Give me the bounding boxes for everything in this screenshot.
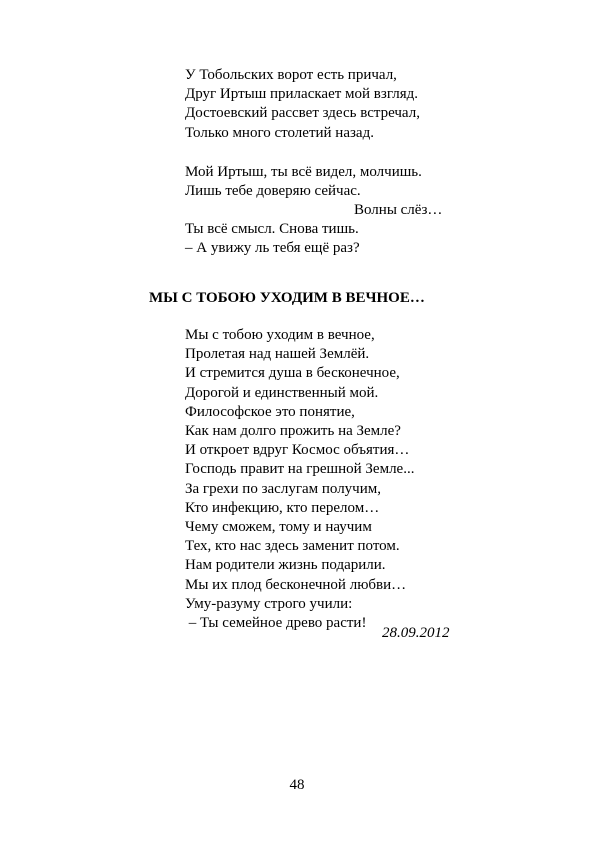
- poem-line: Тех, кто нас здесь заменит потом.: [185, 538, 400, 555]
- poem1-stanza-2: [185, 163, 422, 201]
- poem-line: Уму-разуму строго учили:: [185, 595, 353, 612]
- poem1-stanza-2-end: [185, 220, 360, 258]
- poem-line: Лишь тебе доверяю сейчас.: [185, 183, 361, 200]
- poem-line: Господь правит на грешной Земле...: [185, 461, 415, 478]
- poem-line: – Ты семейное древо расти!: [185, 615, 367, 632]
- poem-line: Нам родители жизнь подарили.: [185, 557, 386, 574]
- poem-line: Друг Иртыш приласкает мой взгляд.: [185, 86, 418, 103]
- poem-line: Философское это понятие,: [185, 403, 355, 420]
- poem-line: Мой Иртыш, ты всё видел, молчишь.: [185, 164, 422, 180]
- poem-line: Пролетая над нашей Землёй.: [185, 346, 370, 363]
- poem-line: Кто инфекцию, кто перелом…: [185, 499, 380, 516]
- poem-line: – А увижу ль тебя ещё раз?: [185, 240, 360, 257]
- poem-line: Ты всё смысл. Снова тишь.: [185, 221, 359, 237]
- poem1-stanza-1: [185, 66, 420, 143]
- poem-line: Мы их плод бесконечной любви…: [185, 576, 407, 593]
- poem-line: Дорогой и единственный мой.: [185, 384, 379, 401]
- poem-line: И стремится душа в бесконечное,: [185, 365, 400, 382]
- poem-line: За грехи по заслугам получим,: [185, 480, 381, 497]
- poem-line: И откроет вдруг Космос объятия…: [185, 442, 410, 459]
- poem-line: Достоевский рассвет здесь встречал,: [185, 105, 420, 122]
- poem-date: 28.09.2012: [382, 625, 450, 641]
- poem-line: Как нам долго прожить на Земле?: [185, 423, 401, 440]
- poem2-body: [185, 326, 414, 633]
- page-number: 48: [289, 777, 305, 793]
- poem-title: МЫ С ТОБОЮ УХОДИМ В ВЕЧНОЕ…: [149, 290, 425, 306]
- poem-line: Чему сможем, тому и научим: [185, 519, 372, 536]
- poem-line: Мы с тобою уходим в вечное,: [185, 327, 375, 343]
- poem-line: У Тобольских ворот есть причал,: [185, 67, 397, 83]
- poem-line: Только много столетий назад.: [185, 124, 374, 141]
- poem-line-indented: Волны слёз…: [354, 202, 443, 218]
